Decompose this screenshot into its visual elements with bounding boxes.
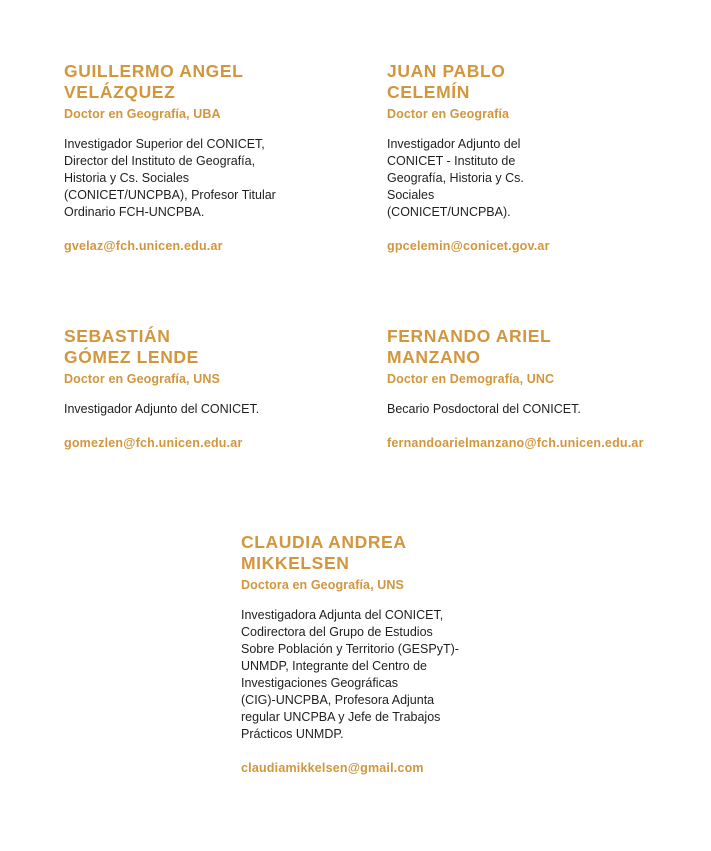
- author-email[interactable]: fernandoarielmanzano@fch.unicen.edu.ar: [387, 436, 644, 450]
- author-description: Investigadora Adjunta del CONICET, Codirectora del Grupo de Estudios Sobre Población y Territorio (GESPyT)- UNMDP, Integrante del Centro de Investigaciones Geográficas (CIG)-UNCPBA, Profesora Adjunta regular UNCPBA y Jefe de Trabajos Prácticos UNMDP.: [241, 608, 459, 741]
- author-degree: Doctor en Demografía, UNC: [387, 372, 555, 386]
- author-description: Investigador Adjunto del CONICET - Instituto de Geografía, Historia y Cs. Sociales (CONICET/UNCPBA).: [387, 137, 524, 219]
- author-card-gomez-lende: [64, 326, 334, 451]
- author-email[interactable]: gvelaz@fch.unicen.edu.ar: [64, 239, 223, 253]
- author-card-celemin: [387, 61, 647, 254]
- author-degree: Doctor en Geografía, UBA: [64, 107, 221, 121]
- author-name: CLAUDIA ANDREA MIKKELSEN: [241, 532, 407, 573]
- author-name: GUILLERMO ANGEL VELÁZQUEZ: [64, 61, 244, 102]
- author-description: Becario Posdoctoral del CONICET.: [387, 402, 581, 416]
- author-email[interactable]: gomezlen@fch.unicen.edu.ar: [64, 436, 243, 450]
- author-description: Investigador Superior del CONICET, Director del Instituto de Geografía, Historia y Cs. Sociales (CONICET/UNCPBA), Profesor Titular Ordinario FCH-UNCPBA.: [64, 137, 276, 219]
- author-name: JUAN PABLO CELEMÍN: [387, 61, 506, 102]
- author-email[interactable]: claudiamikkelsen@gmail.com: [241, 761, 424, 775]
- author-card-mikkelsen: [241, 532, 521, 776]
- author-name: SEBASTIÁN GÓMEZ LENDE: [64, 326, 199, 367]
- author-card-manzano: [387, 326, 687, 451]
- author-card-velazquez: [64, 61, 324, 254]
- author-email[interactable]: gpcelemin@conicet.gov.ar: [387, 239, 550, 253]
- author-degree: Doctora en Geografía, UNS: [241, 578, 404, 592]
- author-description: Investigador Adjunto del CONICET.: [64, 402, 260, 416]
- author-name: FERNANDO ARIEL MANZANO: [387, 326, 552, 367]
- author-degree: Doctor en Geografía: [387, 107, 510, 121]
- author-degree: Doctor en Geografía, UNS: [64, 372, 220, 386]
